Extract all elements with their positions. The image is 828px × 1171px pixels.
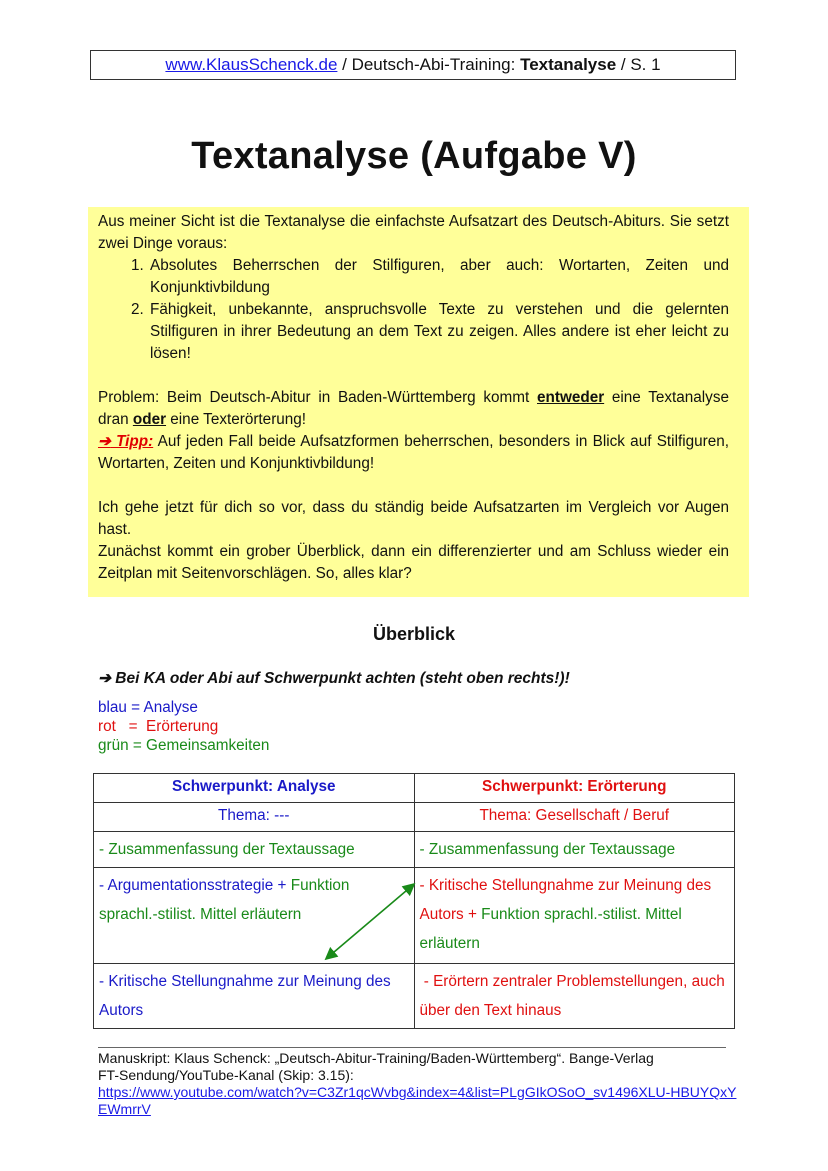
page-title: Textanalyse (Aufgabe V) bbox=[191, 135, 637, 177]
critique-text: - Kritische Stellungnahme zur Meinung des Autors + bbox=[419, 877, 712, 923]
tip-text: Auf jeden Fall beide Aufsatzformen beherrschen, besonders in Blick auf Stilfiguren, Wortarten, Zeiten und Konjunktivbildung! bbox=[98, 433, 729, 472]
header-analyse-text: Schwerpunkt: Analyse bbox=[172, 778, 336, 795]
focus-hint-text: Bei KA oder Abi auf Schwerpunkt achten (steht oben rechts!)! bbox=[111, 670, 570, 687]
problem-text: eine Textanalyse dran bbox=[98, 389, 729, 428]
site-link[interactable]: www.KlausSchenck.de bbox=[165, 55, 338, 74]
theme-eroerterung: Thema: Gesellschaft / Beruf bbox=[414, 803, 735, 832]
stylistic-text: Funktion sprachl.-stilist. Mittel erläutern bbox=[419, 906, 682, 952]
requirement-item: 1. Absolutes Beherrschen der Stilfiguren, aber auch: Wortarten, Zeiten und Konjunktivbildung bbox=[148, 255, 729, 299]
theme-analyse: Thema: --- bbox=[94, 803, 415, 832]
summary-eroerterung: - Zusammenfassung der Textaussage bbox=[414, 832, 735, 868]
arrow-right-icon: ➔ bbox=[98, 670, 111, 687]
approach-paragraph: Ich gehe jetzt für dich so vor, dass du ständig beide Aufsatzarten im Vergleich vor Augen hast. bbox=[98, 499, 729, 538]
legend-red: rot = Erörterung bbox=[98, 718, 219, 735]
problem-entweder: entweder bbox=[537, 389, 605, 406]
youtube-link[interactable]: https://www.youtube.com/watch?v=C3Zr1qcWvbg&index=4&list=PLgGIkOSoO_sv1496XLU-HBUYQxYEWmrrV bbox=[98, 1084, 737, 1117]
critique-analyse: - Kritische Stellungnahme zur Meinung des Autors bbox=[94, 964, 415, 1029]
tip-label: Tipp: bbox=[110, 433, 154, 450]
discussion-eroerterung: - Erörtern zentraler Problemstellungen, auch über den Text hinaus bbox=[414, 964, 735, 1029]
problem-text: eine Texterörterung! bbox=[166, 411, 307, 428]
tip-arrow-icon: ➔ bbox=[98, 433, 111, 450]
problem-text: Problem: Beim Deutsch-Abitur in Baden-Württemberg kommt bbox=[98, 389, 537, 406]
footer-broadcast: FT-Sendung/YouTube-Kanal (Skip: 3.15): bbox=[98, 1067, 354, 1083]
summary-analyse: - Zusammenfassung der Textaussage bbox=[94, 832, 415, 868]
intro-paragraph: Aus meiner Sicht ist die Textanalyse die einfachste Aufsatzart des Deutsch-Abiturs. Sie setzt zwei Dinge voraus: bbox=[98, 213, 729, 252]
header-middle: / Deutsch-Abi-Training: bbox=[337, 55, 521, 74]
header-page: / S. 1 bbox=[616, 55, 661, 74]
footer bbox=[98, 1050, 738, 1118]
stylistic-text: Funktion sprachl.-stilist. Mittel erläutern bbox=[99, 877, 350, 923]
problem-oder: oder bbox=[132, 411, 167, 428]
footer-manuscript: Manuskript: Klaus Schenck: „Deutsch-Abitur-Training/Baden-Württemberg“. Bange-Verlag bbox=[98, 1050, 654, 1066]
section-heading: Überblick bbox=[372, 624, 456, 644]
plan-paragraph: Zunächst kommt ein grober Überblick, dann ein differenzierter und am Schluss wieder ein Zeitplan mit Seitenvorschlägen. So, alles klar? bbox=[98, 543, 729, 582]
strategy-text: - Argumentationsstrategie + bbox=[99, 877, 291, 894]
legend-blue: blau = Analyse bbox=[98, 699, 198, 716]
header-topic: Textanalyse bbox=[520, 55, 617, 74]
footer-divider bbox=[98, 1047, 726, 1048]
header-eroerterung-text: Schwerpunkt: Erörterung bbox=[482, 778, 667, 795]
requirement-item: 2. Fähigkeit, unbekannte, anspruchsvolle Texte zu verstehen und die gelernten Stilfiguren in ihrer Bedeutung an dem Text zu zeigen. Alles andere ist eher leicht zu lösen! bbox=[148, 299, 729, 365]
legend-green: grün = Gemeinsamkeiten bbox=[98, 737, 270, 754]
